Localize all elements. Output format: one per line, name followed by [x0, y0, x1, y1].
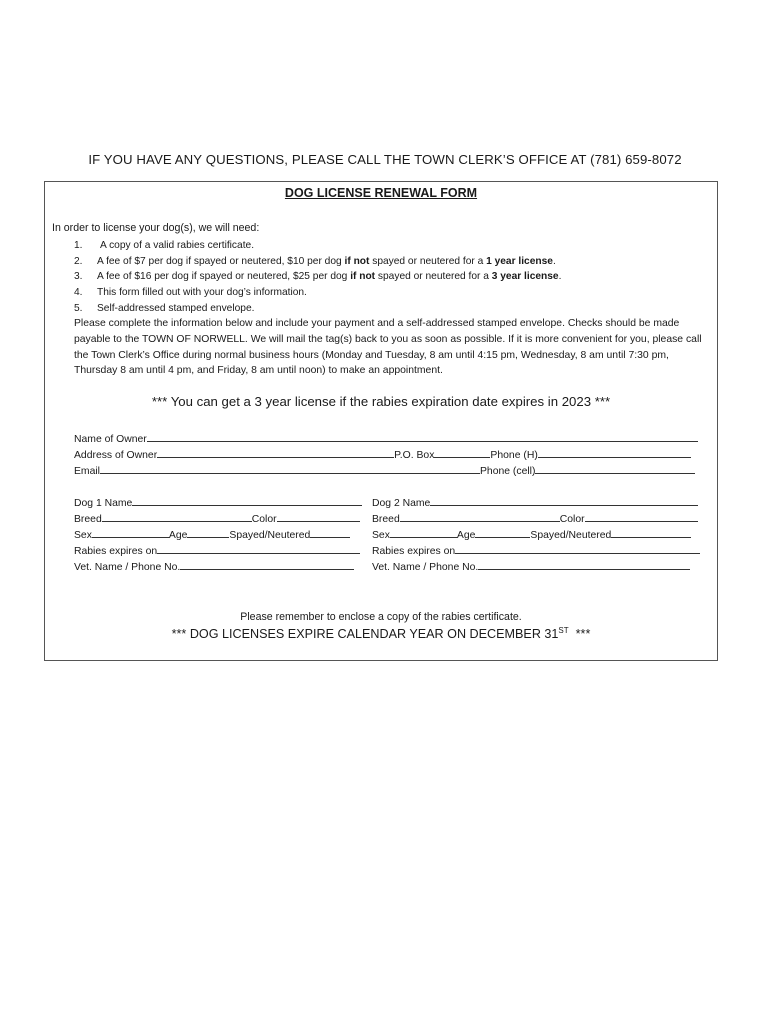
item-number: 1.	[74, 240, 83, 251]
item-text: A fee of $16 per dog if spayed or neutered, $25 per dog	[97, 271, 351, 283]
item-text: A fee of $7 per dog if spayed or neutered, $10 per dog	[97, 255, 345, 267]
dog1-name-field[interactable]	[132, 494, 362, 506]
renewal-form-box	[44, 181, 718, 661]
owner-address-label: Address of Owner	[74, 450, 158, 461]
dog2-sex-field[interactable]	[390, 526, 457, 538]
dog1-spayed-label: Spayed/Neutered	[229, 530, 311, 541]
owner-address-row	[74, 446, 714, 460]
dog1-vet-field[interactable]	[180, 558, 354, 570]
expiration-stars: ***	[568, 627, 591, 642]
item-number: 2.	[74, 255, 83, 267]
expiration-notice	[45, 626, 717, 641]
dog1-color-label: Color	[251, 514, 277, 525]
home-phone-label: Phone (H)	[490, 450, 538, 461]
dog1-rabies-field[interactable]	[157, 542, 360, 554]
item-bold-text: 1 year license	[486, 255, 553, 267]
item-text: spayed or neutered for a	[369, 255, 487, 267]
owner-name-label: Name of Owner	[74, 434, 147, 445]
list-item	[74, 285, 714, 301]
dog2-rabies-cell	[372, 542, 700, 557]
list-item	[74, 238, 714, 254]
intro-text: In order to license your dog(s), we will need:	[52, 222, 260, 234]
office-contact-header: IF YOU HAVE ANY QUESTIONS, PLEASE CALL THE TOWN CLERK’S OFFICE AT (781) 659-8072	[88, 152, 682, 167]
dog1-spayed-field[interactable]	[310, 526, 350, 538]
list-item	[74, 269, 714, 285]
pobox-field[interactable]	[434, 446, 490, 458]
expiration-text: *** DOG LICENSES EXPIRE CALENDAR YEAR ON DECEMBER 31	[171, 627, 559, 642]
item-text: A copy of a valid rabies certificate.	[100, 240, 255, 251]
dog2-vet-field[interactable]	[478, 558, 690, 570]
owner-name-field[interactable]	[147, 430, 698, 442]
owner-address-field[interactable]	[157, 446, 394, 458]
list-item	[74, 254, 714, 270]
item-text: .	[552, 255, 556, 267]
dog2-breed-label: Breed	[372, 514, 400, 525]
dog2-color-label: Color	[559, 514, 585, 525]
item-bold-text: if not	[344, 255, 370, 267]
dog1-name-label: Dog 1 Name	[74, 498, 133, 509]
rabies-reminder: Please remember to enclose a copy of the rabies certificate.	[240, 611, 522, 623]
cell-phone-label: Phone (cell)	[479, 466, 536, 477]
dog-sex-row	[74, 526, 714, 540]
dog-name-row	[74, 494, 714, 508]
dog2-name-field[interactable]	[430, 494, 698, 506]
vet-row	[74, 558, 714, 572]
dog2-spayed-field[interactable]	[611, 526, 691, 538]
dog2-name-label: Dog 2 Name	[372, 498, 431, 509]
requirements-list	[74, 238, 714, 316]
dog1-color-field[interactable]	[277, 510, 360, 522]
dog2-age-field[interactable]	[475, 526, 530, 538]
dog2-breed-cell	[372, 510, 698, 525]
dog2-color-field[interactable]	[585, 510, 698, 522]
dog2-breed-field[interactable]	[400, 510, 560, 522]
email-field[interactable]	[100, 462, 480, 474]
item-number: 5.	[74, 302, 83, 314]
dog1-sex-field[interactable]	[92, 526, 169, 538]
item-text: spayed or neutered for a	[375, 271, 492, 283]
dog1-age-field[interactable]	[187, 526, 229, 538]
item-text: .	[558, 271, 562, 283]
item-text: This form filled out with your dog’s information.	[97, 287, 307, 299]
cell-phone-field[interactable]	[535, 462, 695, 474]
dog1-rabies-label: Rabies expires on	[74, 546, 158, 557]
dog1-vet-label: Vet. Name / Phone No.	[74, 562, 181, 573]
instructions-paragraph: Please complete the information below and include your payment and a self-addressed stamped envelope. Checks should be made payable to the TOWN OF NORWELL. We will mail the tag(s) back to you as soon as possible. If it is more convenient for you, please call the Town Clerk’s Office during normal business hours (Monday and Tuesday, 8 am until 4:15 pm, Wednesday, 8 am until 7:30 pm, Thursday 8 am until 4 pm, and Friday, 8 am until noon) to make an appointment.	[74, 318, 702, 377]
dog2-age-label: Age	[456, 530, 476, 541]
dog-breed-row	[74, 510, 714, 524]
item-text: Self-addressed stamped envelope.	[97, 302, 255, 314]
dog1-breed-label: Breed	[74, 514, 102, 525]
pobox-label: P.O. Box	[394, 450, 435, 461]
dog2-sex-label: Sex	[372, 530, 390, 541]
rabies-row	[74, 542, 714, 556]
item-number: 4.	[74, 287, 83, 299]
dog1-sex-label: Sex	[74, 530, 92, 541]
owner-name-row	[74, 430, 714, 444]
dog2-rabies-label: Rabies expires on	[372, 546, 456, 557]
dog2-sex-cell	[372, 526, 691, 541]
dog1-breed-field[interactable]	[102, 510, 252, 522]
dog2-rabies-field[interactable]	[455, 542, 700, 554]
dog2-name-cell	[372, 494, 698, 509]
item-bold-text: 3 year license	[491, 271, 559, 283]
email-label: Email	[74, 466, 100, 477]
three-year-license-note: *** You can get a 3 year license if the rabies expiration date expires in 2023 ***	[151, 394, 611, 409]
home-phone-field[interactable]	[538, 446, 691, 458]
dog2-spayed-label: Spayed/Neutered	[530, 530, 612, 541]
list-item	[74, 301, 714, 317]
dog1-age-label: Age	[168, 530, 188, 541]
dog2-vet-cell	[372, 558, 690, 573]
form-title: DOG LICENSE RENEWAL FORM	[284, 186, 478, 200]
expiration-superscript: ST	[558, 626, 569, 635]
item-number: 3.	[74, 271, 83, 283]
owner-email-row	[74, 462, 714, 476]
item-bold-text: if not	[350, 271, 376, 283]
dog2-vet-label: Vet. Name / Phone No.	[372, 562, 479, 573]
